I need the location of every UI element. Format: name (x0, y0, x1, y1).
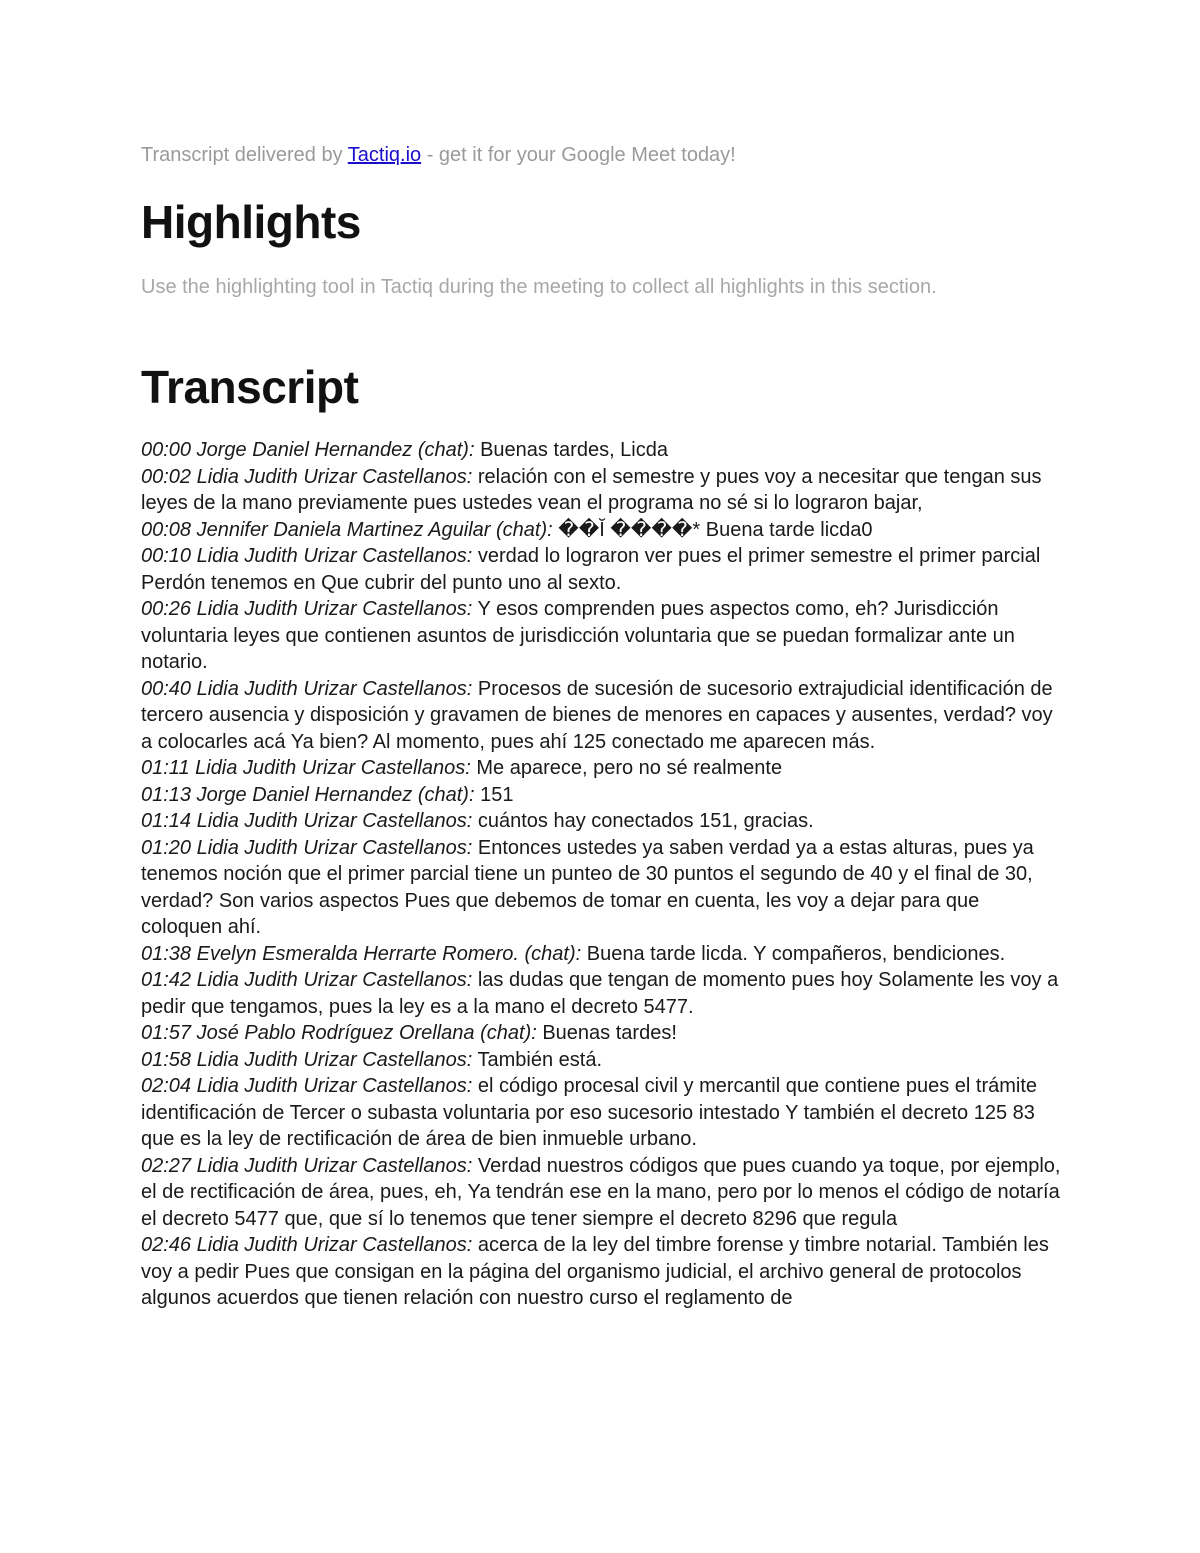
transcript-entry (141, 543, 1061, 596)
entry-speaker-timestamp: 01:58 Lidia Judith Urizar Castellanos: (141, 1048, 473, 1071)
entry-speaker-timestamp: 00:08 Jennifer Daniela Martinez Aguilar (chat): (141, 518, 553, 541)
entry-text: ��Ĭ ����* Buena tarde licda0 (552, 518, 873, 541)
entry-text: las dudas que tengan de momento pues hoy Solamente les voy a pedir que tengamos, pues la ley es a la mano el decreto 5477. (141, 969, 1059, 1018)
transcript-entry (141, 808, 1061, 835)
entry-speaker-timestamp: 00:00 Jorge Daniel Hernandez (chat): (141, 439, 475, 461)
entry-text: Verdad nuestros códigos que pues cuando ya toque, por ejemplo, el de rectificación de área, pues, eh, Ya tendrán ese en la mano, pero por lo menos el código de notaría el decreto 5477 que, que sí lo tenemos que tener siempre el decreto 8296 que regula (141, 1154, 1061, 1230)
entry-speaker-timestamp: 01:38 Evelyn Esmeralda Herrarte Romero. (chat): (141, 942, 582, 965)
entry-speaker-timestamp: 02:27 Lidia Judith Urizar Castellanos: (141, 1154, 473, 1177)
transcript-entry (141, 967, 1061, 1020)
transcript-entry (141, 782, 1061, 809)
entry-speaker-timestamp: 02:04 Lidia Judith Urizar Castellanos: (141, 1075, 473, 1097)
entry-text: 151 (474, 783, 514, 806)
transcript-list (141, 437, 1061, 1312)
entry-text: el código procesal civil y mercantil que contiene pues el trámite identificación de Tercer o subasta voluntaria por eso sucesorio intestado Y también el decreto 125 83 que es la ley de rectificación de área de bien inmueble urbano. (141, 1075, 1038, 1150)
entry-text: Procesos de sucesión de sucesorio extrajudicial identificación de tercero ausencia y disposición y gravamen de bienes de menores en capaces y ausentes, verdad? voy a colocarles acá Ya bien? Al momento, pues ahí 125 conectado me aparecen más. (141, 677, 1053, 753)
transcript-entry (141, 1020, 1061, 1047)
entry-text: Entonces ustedes ya saben verdad ya a estas alturas, pues ya tenemos noción que el primer parcial tiene un punteo de 30 puntos el segundo de 40 y el final de 30, verdad? Son varios aspectos Pues que debemos de tomar en cuenta, les voy a dejar para que coloquen ahí. (141, 836, 1034, 938)
entry-speaker-timestamp: 00:10 Lidia Judith Urizar Castellanos: (141, 545, 473, 567)
document-page (141, 140, 1061, 1312)
entry-text: Buena tarde licda. Y compañeros, bendiciones. (581, 942, 1006, 965)
entry-speaker-timestamp: 00:26 Lidia Judith Urizar Castellanos: (141, 598, 473, 620)
transcript-entry (141, 437, 1061, 464)
transcript-entry (141, 1232, 1061, 1312)
entry-speaker-timestamp: 02:46 Lidia Judith Urizar Castellanos: (141, 1234, 473, 1256)
transcript-entry (141, 464, 1061, 517)
transcript-entry (141, 755, 1061, 782)
transcript-entry (141, 676, 1061, 756)
entry-speaker-timestamp: 01:13 Jorge Daniel Hernandez (chat): (141, 783, 475, 806)
entry-speaker-timestamp: 01:42 Lidia Judith Urizar Castellanos: (141, 969, 473, 991)
transcript-entry (141, 1153, 1061, 1233)
entry-speaker-timestamp: 01:20 Lidia Judith Urizar Castellanos: (141, 836, 473, 859)
entry-text: Y esos comprenden pues aspectos como, eh? Jurisdicción voluntaria leyes que contienen asuntos de jurisdicción voluntaria que se puedan formalizar ante un notario. (141, 598, 1015, 673)
entry-speaker-timestamp: 00:40 Lidia Judith Urizar Castellanos: (141, 677, 473, 700)
transcript-entry (141, 1047, 1061, 1074)
transcript-entry (141, 596, 1061, 676)
entry-speaker-timestamp: 01:14 Lidia Judith Urizar Castellanos: (141, 810, 473, 832)
tactiq-link[interactable]: Tactiq.io (347, 144, 422, 166)
transcript-entry (141, 941, 1061, 968)
banner-prefix: Transcript delivered by (141, 144, 348, 166)
entry-speaker-timestamp: 01:11 Lidia Judith Urizar Castellanos: (141, 757, 471, 779)
tactiq-banner (141, 140, 1061, 170)
entry-speaker-timestamp: 00:02 Lidia Judith Urizar Castellanos: (141, 465, 473, 488)
transcript-heading: Transcript (141, 361, 359, 413)
transcript-entry (141, 1073, 1061, 1153)
entry-text: Buenas tardes, Licda (474, 439, 668, 461)
banner-suffix: - get it for your Google Meet today! (421, 144, 736, 166)
entry-text: Me aparece, pero no sé realmente (470, 757, 783, 779)
entry-speaker-timestamp: 01:57 José Pablo Rodríguez Orellana (chat): (141, 1022, 537, 1044)
entry-text: cuántos hay conectados 151, gracias. (472, 810, 814, 832)
entry-text: Buenas tardes! (536, 1022, 677, 1044)
highlights-heading: Highlights (141, 196, 361, 248)
highlights-note: Use the highlighting tool in Tactiq during the meeting to collect all highlights in this section. (141, 276, 937, 298)
entry-text: También está. (472, 1048, 603, 1071)
transcript-entry (141, 517, 1061, 544)
entry-text: acerca de la ley del timbre forense y timbre notarial. También les voy a pedir Pues que consigan en la página del organismo judicial, el archivo general de protocolos algunos acuerdos que tienen relación con nuestro curso el reglamento de (141, 1234, 1049, 1309)
transcript-entry (141, 835, 1061, 941)
entry-text: relación con el semestre y pues voy a necesitar que tengan sus leyes de la mano previamente pues ustedes vean el programa no sé si lo lograron bajar, (141, 465, 1042, 514)
entry-text: verdad lo lograron ver pues el primer semestre el primer parcial Perdón tenemos en Que cubrir del punto uno al sexto. (141, 545, 1041, 594)
